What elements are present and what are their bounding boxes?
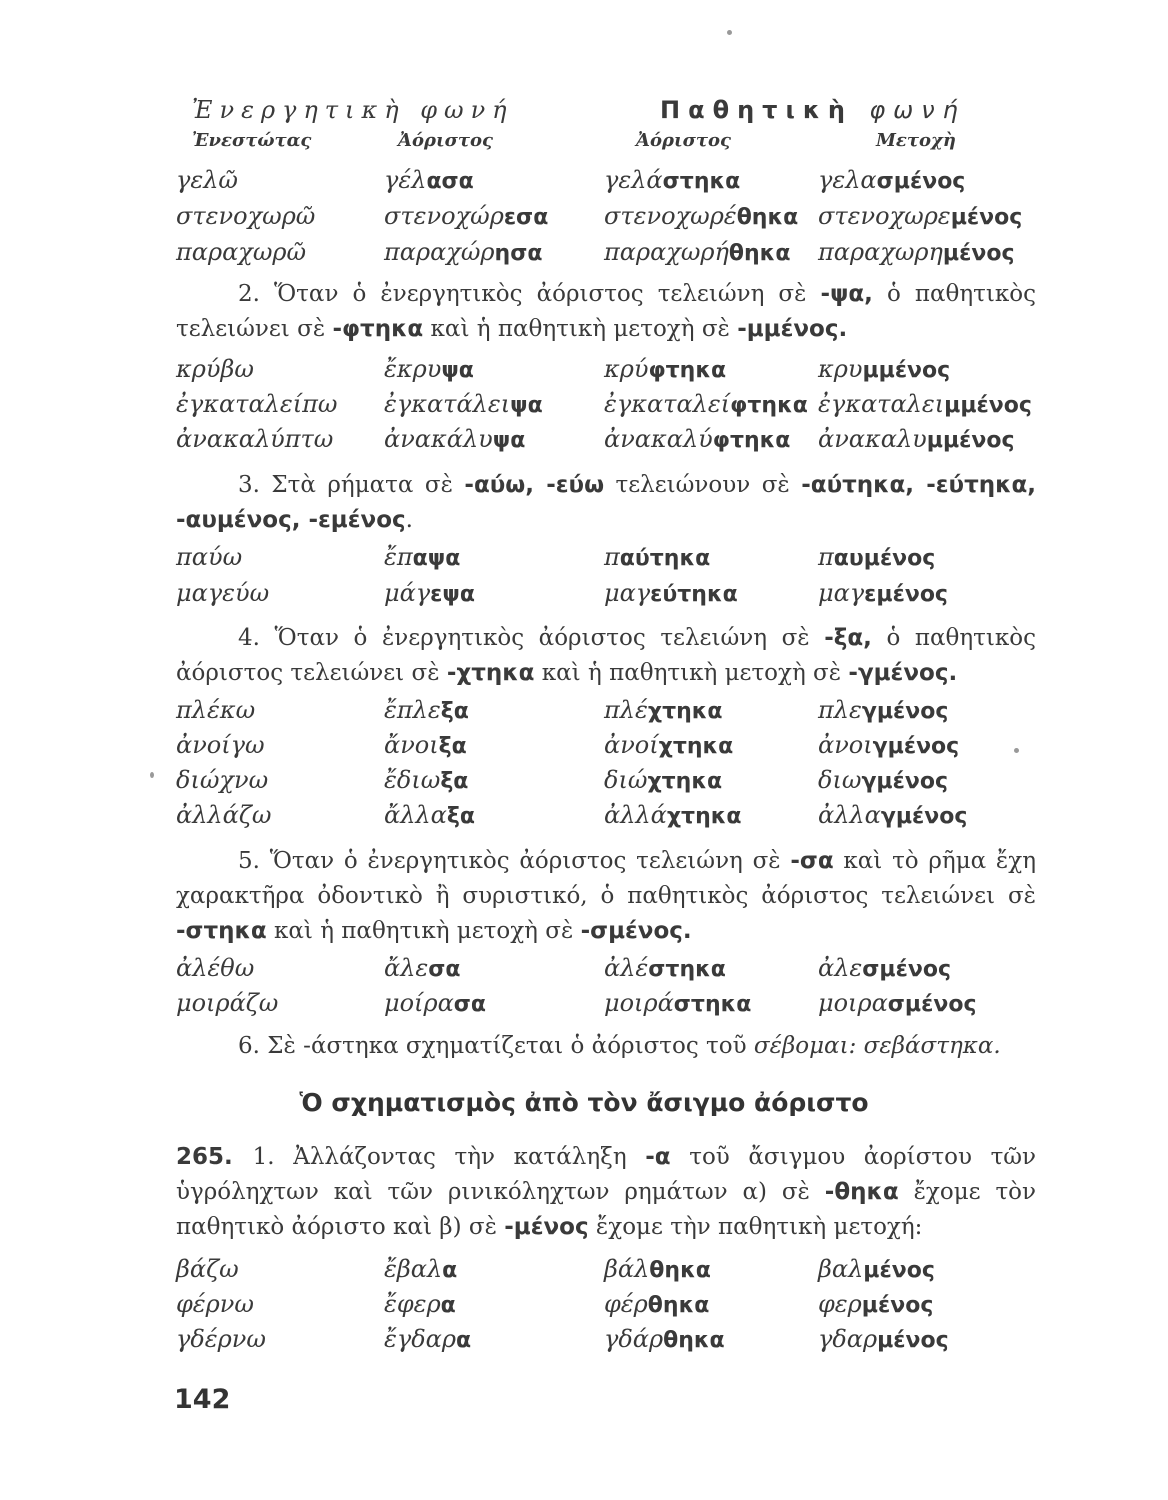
verb-row [0, 1255, 1168, 1289]
verb-aorist-passive: ἀλέστηκα [604, 954, 726, 982]
verb-participle: μαγεμένος [818, 579, 948, 607]
verb-aorist-passive: κρύφτηκα [604, 355, 727, 383]
rule-5: 5. Ὅταν ὁ ἐνεργητικὸς ἀόριστος τελειώνη σὲ -σα καὶ τὸ ρῆμα ἔχη χαρακτῆρα ὀδοντικὸ ἢ συριστικό, ὁ παθητικὸς ἀόριστος τελειώνει σὲ -στηκα καὶ ἡ παθητικὴ μετοχὴ σὲ -σμένος. [176, 848, 1036, 944]
verb-present: διώχνω [176, 766, 269, 794]
verb-participle: μοιρασμένος [818, 989, 977, 1017]
verb-participle: στενοχωρεμένος [818, 202, 1023, 230]
verb-aorist-passive: γδάρθηκα [604, 1325, 725, 1353]
verb-aorist-active: γέλασα [384, 166, 474, 194]
verb-present: ἀλέθω [176, 954, 255, 982]
verb-aorist-passive: στενοχωρέθηκα [604, 202, 799, 230]
verb-aorist-active: ἄλλαξα [384, 801, 475, 829]
verb-present: κρύβω [176, 355, 254, 383]
verb-aorist-passive: ἀνακαλύφτηκα [604, 425, 791, 453]
verb-aorist-passive: παραχωρήθηκα [604, 238, 791, 266]
verb-present: πλέκω [176, 696, 256, 724]
verb-participle: διωγμένος [818, 766, 948, 794]
verb-row [0, 989, 1168, 1023]
paragraph-265: 265. 1. Ἀλλάζοντας τὴν κατάληξη -α τοῦ ἄσιγμου ἀορίστου τῶν ὑγρόληχτων καὶ τῶν ρινικόληχτων ρημάτων α) σὲ -θηκα ἔχομε τὸν παθητικὸ ἀόριστο καὶ β) σὲ -μένος ἔχομε τὴν παθητικὴ μετοχή: [176, 1144, 1037, 1240]
verb-aorist-passive: διώχτηκα [604, 766, 723, 794]
passive-voice-header-bold: Παθητικὴ [660, 96, 853, 124]
verb-aorist-active: μοίρασα [384, 989, 487, 1017]
verb-row [0, 390, 1168, 424]
verb-present: μοιράζω [176, 989, 279, 1017]
verb-present: γδέρνω [176, 1325, 266, 1353]
verb-aorist-passive: πλέχτηκα [604, 696, 723, 724]
verb-row [0, 954, 1168, 988]
active-voice-header: Ἐνεργητικὴ φωνή [192, 96, 514, 124]
speck [727, 30, 732, 35]
verb-aorist-active: ἄλεσα [384, 954, 461, 982]
verb-participle: ἀλεσμένος [818, 954, 952, 982]
col-header-aorist-passive: Ἀόριστος [636, 130, 732, 151]
verb-row [0, 1290, 1168, 1324]
verb-row [0, 166, 1168, 200]
verb-participle: κρυμμένος [818, 355, 951, 383]
verb-aorist-active: ἔδιωξα [384, 766, 469, 794]
verb-aorist-passive: παύτηκα [604, 543, 711, 571]
verb-aorist-active: παραχώρησα [384, 238, 543, 266]
verb-participle: ἀνοιγμένος [818, 731, 960, 759]
col-header-participle: Μετοχὴ [876, 130, 956, 151]
verb-participle: ἐγκαταλειμμένος [818, 390, 1032, 418]
verb-aorist-passive: ἐγκαταλείφτηκα [604, 390, 808, 418]
verb-participle: βαλμένος [818, 1255, 935, 1283]
verb-present: ἀνακαλύπτω [176, 425, 334, 453]
verb-participle: παραχωρημένος [818, 238, 1015, 266]
col-header-aorist-active: Ἀόριστος [398, 130, 494, 151]
verb-aorist-active: ἔφερα [384, 1290, 456, 1318]
passive-voice-header [660, 96, 966, 124]
verb-aorist-active: ἔγδαρα [384, 1325, 472, 1353]
verb-aorist-passive: βάλθηκα [604, 1255, 711, 1283]
verb-present: παραχωρῶ [176, 238, 307, 266]
verb-aorist-passive: μοιράστηκα [604, 989, 752, 1017]
verb-present: ἐγκαταλείπω [176, 390, 338, 418]
verb-row [0, 801, 1168, 835]
verb-participle: ἀλλαγμένος [818, 801, 968, 829]
verb-present: μαγεύω [176, 579, 270, 607]
verb-row [0, 696, 1168, 730]
verb-aorist-passive: μαγεύτηκα [604, 579, 738, 607]
verb-aorist-passive: ἀνοίχτηκα [604, 731, 734, 759]
verb-aorist-passive: φέρθηκα [604, 1290, 710, 1318]
verb-participle: ἀνακαλυμμένος [818, 425, 1015, 453]
verb-participle: φερμένος [818, 1290, 934, 1318]
rule-4: 4. Ὅταν ὁ ἐνεργητικὸς ἀόριστος τελειώνη σὲ -ξα, ὁ παθητικὸς ἀόριστος τελειώνει σὲ -χτηκα καὶ ἡ παθητικὴ μετοχὴ σὲ -γμένος. [176, 625, 1037, 686]
verb-aorist-active: ἔκρυψα [384, 355, 474, 383]
verb-present: παύω [176, 543, 243, 571]
verb-row [0, 579, 1168, 613]
verb-participle: γδαρμένος [818, 1325, 949, 1353]
verb-present: γελῶ [176, 166, 239, 194]
verb-aorist-active: ἀνακάλυψα [384, 425, 526, 453]
verb-aorist-active: ἄνοιξα [384, 731, 467, 759]
verb-aorist-active: ἐγκατάλειψα [384, 390, 543, 418]
verb-aorist-passive: γελάστηκα [604, 166, 741, 194]
verb-row [0, 1325, 1168, 1359]
verb-present: ἀνοίγω [176, 731, 265, 759]
verb-row [0, 355, 1168, 389]
passive-voice-header-italic: φωνή [869, 96, 966, 124]
section-heading: Ὁ σχηματισμὸς ἀπὸ τὸν ἄσιγμο ἀόριστο [299, 1088, 869, 1117]
verb-aorist-active: μάγεψα [384, 579, 475, 607]
rule-6: 6. Σὲ -άστηκα σχηματίζεται ὁ ἀόριστος τοῦ σέβομαι: σεβάστηκα. [238, 1033, 1001, 1059]
verb-present: βάζω [176, 1255, 239, 1283]
verb-present: στενοχωρῶ [176, 202, 316, 230]
verb-aorist-active: ἔβαλα [384, 1255, 458, 1283]
verb-row [0, 425, 1168, 459]
verb-present: φέρνω [176, 1290, 254, 1318]
verb-present: ἀλλάζω [176, 801, 272, 829]
verb-aorist-active: στενοχώρεσα [384, 202, 549, 230]
verb-aorist-active: ἔπαψα [384, 543, 461, 571]
col-header-present: Ἐνεστώτας [192, 130, 312, 151]
verb-aorist-active: ἔπλεξα [384, 696, 469, 724]
verb-row [0, 238, 1168, 272]
verb-participle: παυμένος [818, 543, 936, 571]
page-number: 142 [174, 1384, 231, 1415]
verb-row [0, 202, 1168, 236]
rule-3: 3. Στὰ ρήματα σὲ -αύω, -εύω τελειώνουν σὲ -αύτηκα, -εύτηκα, -αυμένος, -εμένος. [176, 472, 1037, 533]
verb-aorist-passive: ἀλλάχτηκα [604, 801, 742, 829]
verb-row [0, 543, 1168, 577]
verb-row [0, 731, 1168, 765]
verb-row [0, 766, 1168, 800]
verb-participle: πλεγμένος [818, 696, 949, 724]
rule-2: 2. Ὅταν ὁ ἐνεργητικὸς ἀόριστος τελειώνη σὲ -ψα, ὁ παθητικὸς τελειώνει σὲ -φτηκα καὶ ἡ παθητικὴ μετοχὴ σὲ -μμένος. [176, 281, 1036, 342]
verb-participle: γελασμένος [818, 166, 966, 194]
